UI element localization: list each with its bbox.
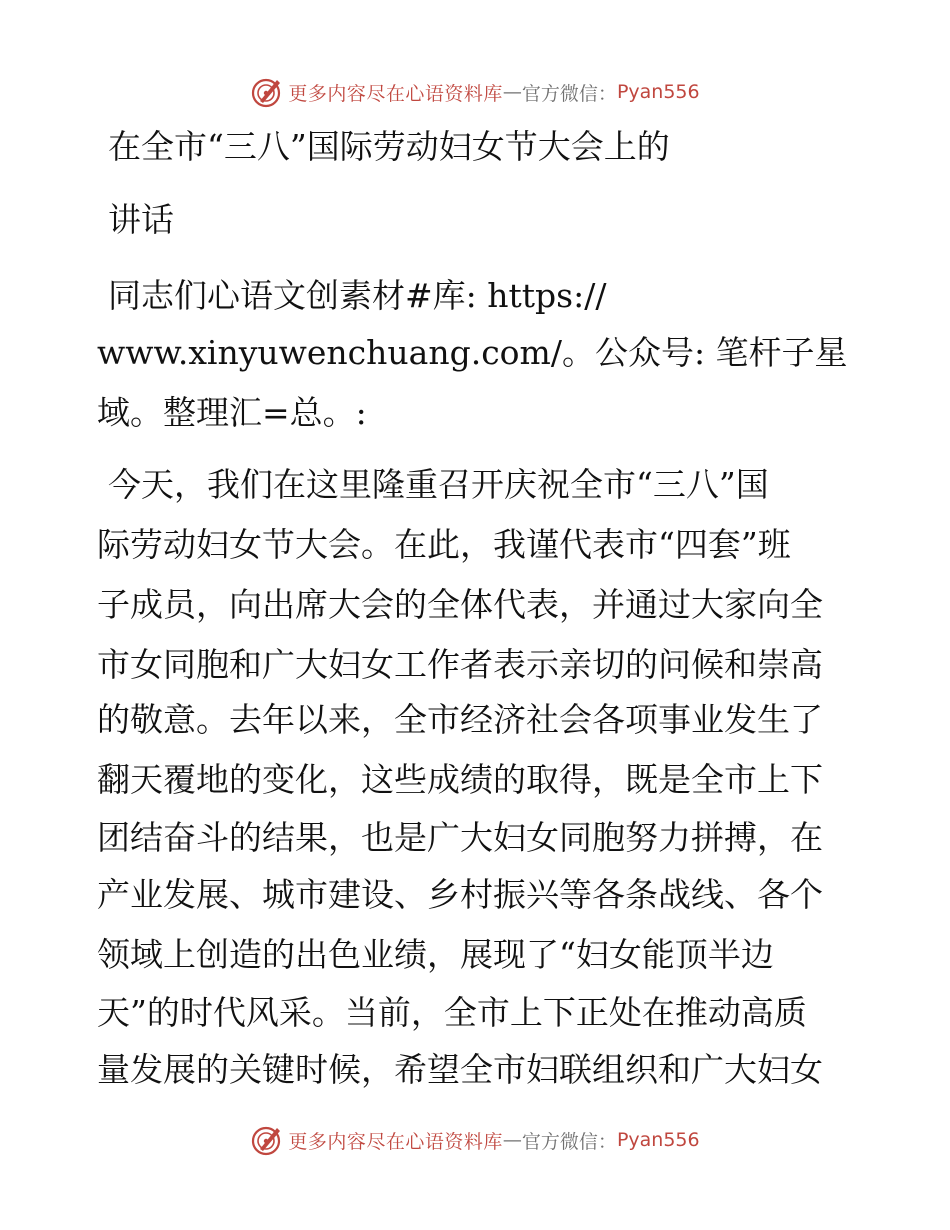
banner-dash: — xyxy=(502,1129,522,1151)
intro-line: 同志们心语文创素材#库: https:// xyxy=(108,276,607,315)
body-line: 团结奋斗的结果，也是广大妇女同胞努力拼搏，在 xyxy=(97,818,823,857)
document-title-line-1: 在全市“三八”国际劳动妇女节大会上的 xyxy=(108,127,670,166)
banner-site-text: 更多内容尽在心语资料库 xyxy=(288,1130,503,1153)
body-line: 的敬意。去年以来，全市经济社会各项事业发生了 xyxy=(97,700,823,739)
quill-logo-icon xyxy=(250,75,284,109)
body-line: 际劳动妇女节大会。在此，我谨代表市“四套”班 xyxy=(97,525,791,564)
quill-logo-icon xyxy=(250,1123,284,1157)
document-title-line-2: 讲话 xyxy=(108,200,174,239)
banner-wechat-id: Pyan556 xyxy=(616,81,700,103)
body-line: 今天，我们在这里隆重召开庆祝全市“三八”国 xyxy=(108,465,769,504)
body-line: 子成员，向出席大会的全体代表，并通过大家向全 xyxy=(97,585,823,624)
body-line: 产业发展、城市建设、乡村振兴等各条战线、各个 xyxy=(97,875,823,914)
body-line: 天”的时代风采。当前，全市上下正处在推动高质 xyxy=(97,993,807,1032)
body-line: 市女同胞和广大妇女工作者表示亲切的问候和崇高 xyxy=(97,645,823,684)
banner-dash: — xyxy=(502,81,522,103)
header-banner xyxy=(0,72,950,112)
body-line: 领域上创造的出色业绩，展现了“妇女能顶半边 xyxy=(97,935,774,974)
intro-line: www.xinyuwenchuang.com/。公众号: 笔杆子星 xyxy=(97,333,848,372)
banner-wechat-id: Pyan556 xyxy=(616,1129,700,1151)
banner-wechat-label: 官方微信： xyxy=(521,1130,617,1153)
banner-site-text: 更多内容尽在心语资料库 xyxy=(288,82,503,105)
body-line: 量发展的关键时候，希望全市妇联组织和广大妇女 xyxy=(97,1050,823,1089)
body-line: 翻天覆地的变化，这些成绩的取得，既是全市上下 xyxy=(97,760,823,799)
footer-banner xyxy=(0,1120,950,1160)
intro-line: 域。整理汇=总。: xyxy=(97,393,367,432)
banner-wechat-label: 官方微信： xyxy=(521,82,617,105)
